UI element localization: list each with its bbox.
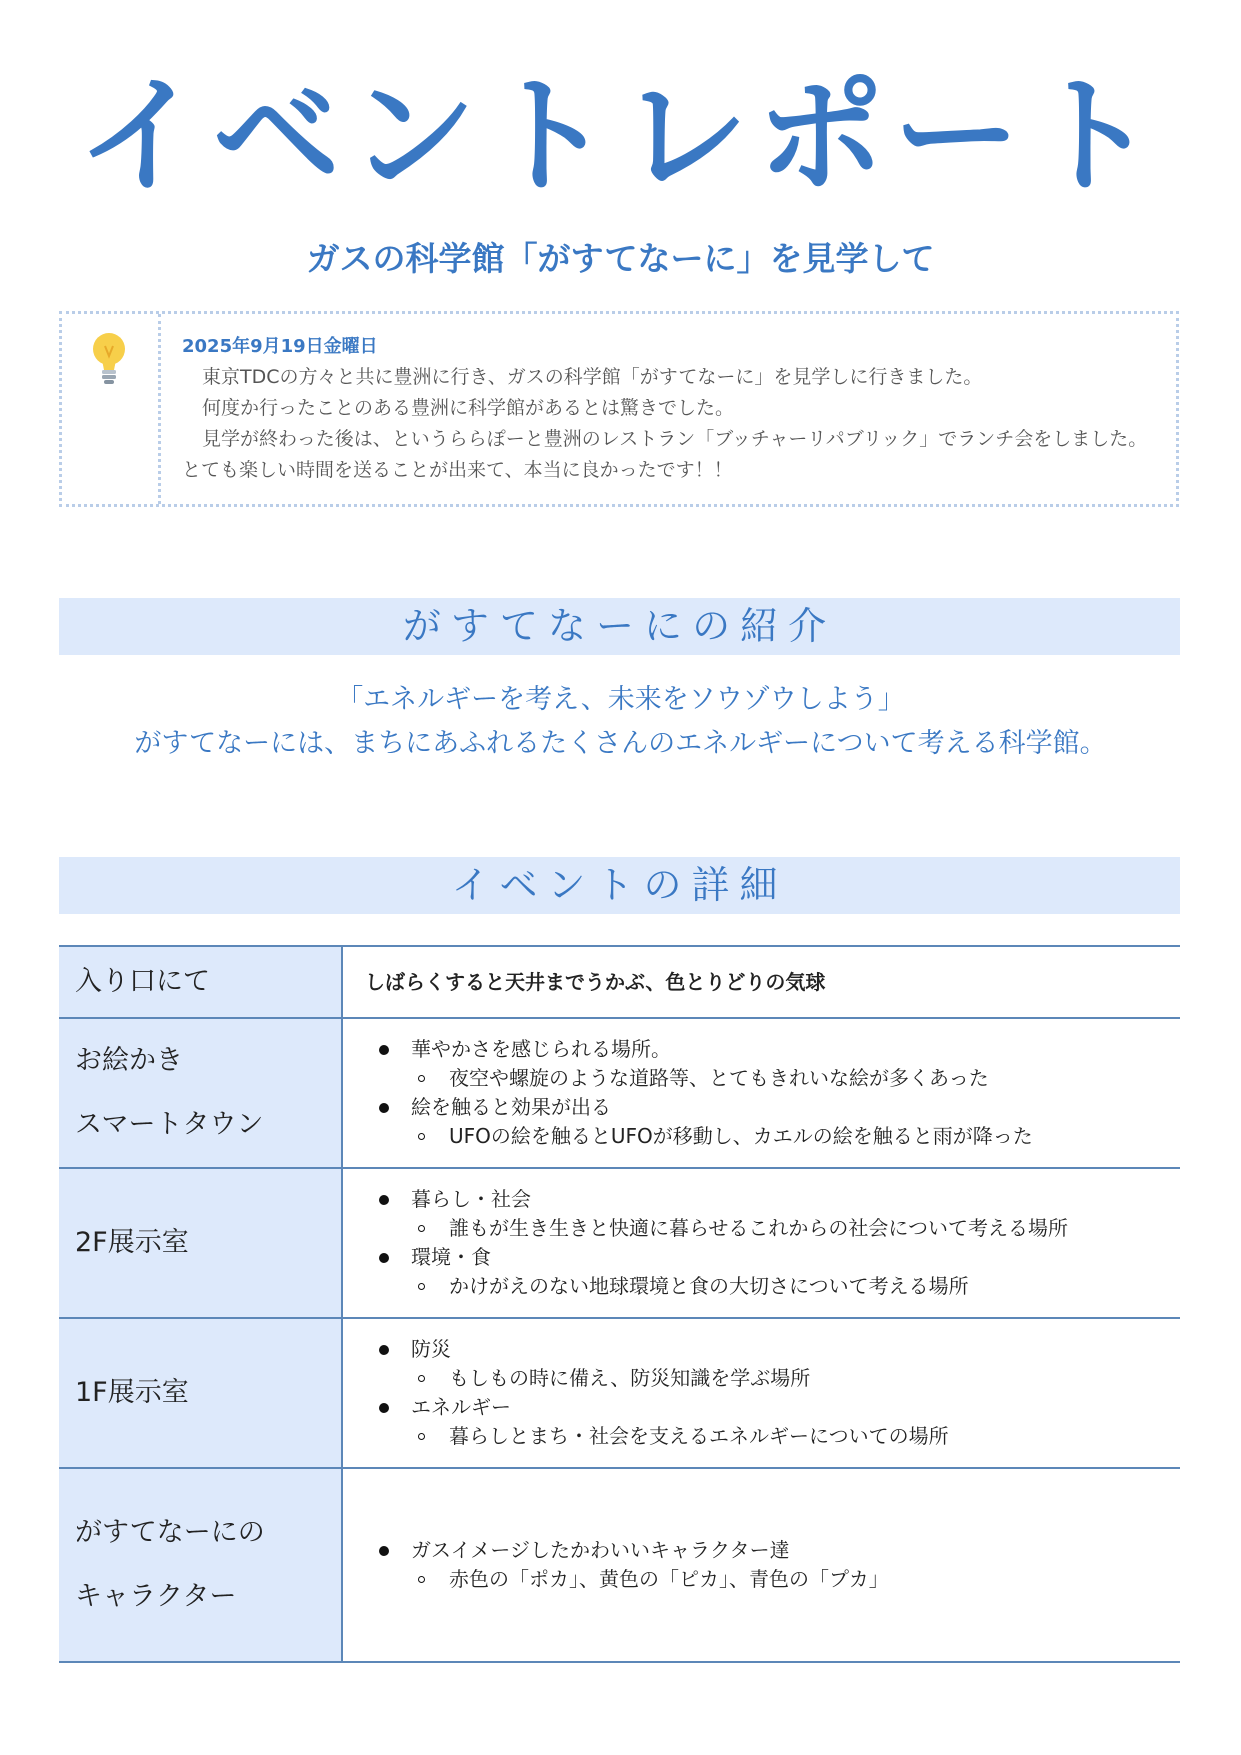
row-content [342,946,1180,1018]
bullet-list [365,1185,1180,1301]
table-row [59,946,1180,1018]
intro-text [182,332,1162,486]
sub-list-item: かけがえのない地球環境と食の大切さについて考える場所 [411,1272,1180,1301]
row-label-line: お絵かき [75,1045,183,1076]
lightbulb-icon [91,332,127,388]
list-item-text: 華やかさを感じられる場所。 [411,1037,671,1061]
row-content [342,1018,1180,1168]
section-heading-details: イベントの詳細 [59,857,1180,914]
row-content [342,1468,1180,1662]
row-label [59,946,342,1018]
table-row [59,1168,1180,1318]
table-row [59,1468,1180,1662]
intro-box [59,311,1179,507]
intro-icon-column [62,314,161,504]
row-label [59,1018,342,1168]
table-row [59,1318,1180,1468]
sub-list-item: 夜空や螺旋のような道路等、とてもきれいな絵が多くあった [411,1064,1180,1093]
list-item [365,1185,1180,1243]
museum-description [0,678,1241,766]
row-label-line: 入り口にて [75,966,210,997]
row-content [342,1168,1180,1318]
list-item [365,1335,1180,1393]
sub-bullet-list [411,1422,1180,1451]
intro-paragraph: 東京TDCの方々と共に豊洲に行き、ガスの科学館「がすてなーに」を見学しに行きました。 [202,366,983,388]
bullet-list [365,1536,1180,1594]
museum-slogan: 「エネルギーを考え、未来をソウゾウしよう」 [336,684,905,715]
section-heading-intro: がすてなーにの紹介 [59,598,1180,655]
sub-list-item: UFOの絵を触るとUFOが移動し、カエルの絵を触ると雨が降った [411,1122,1180,1151]
list-item-text: 暮らし・社会 [411,1187,531,1211]
list-item-text: 絵を触ると効果が出る [411,1095,611,1119]
bullet-list [365,1035,1180,1151]
page-title: イベントレポート [76,62,1165,211]
row-label-line: がすてなーにの [75,1517,265,1548]
row-label-line: 1F展示室 [75,1377,189,1408]
list-item [365,1093,1180,1151]
page-subtitle: ガスの科学館「がすてなーに」を見学して [306,239,935,278]
sub-bullet-list [411,1364,1180,1393]
list-item [365,1393,1180,1451]
bullet-list [365,1335,1180,1451]
list-item [365,1243,1180,1301]
sub-list-item: もしもの時に備え、防災知識を学ぶ場所 [411,1364,1180,1393]
list-item-text: 防災 [411,1337,451,1361]
row-label-line: 2F展示室 [75,1227,189,1258]
list-item [365,1035,1180,1093]
row-text: しばらくすると天井までうかぶ、色とりどりの気球 [365,969,826,994]
list-item-text: エネルギー [411,1395,511,1419]
row-label-line: キャラクター [75,1581,237,1612]
row-content [342,1318,1180,1468]
event-date: 2025年9月19日金曜日 [182,336,378,357]
list-item-text: ガスイメージしたかわいいキャラクター達 [411,1538,790,1562]
sub-bullet-list [411,1272,1180,1301]
row-label [59,1168,342,1318]
sub-bullet-list [411,1565,1180,1594]
sub-bullet-list [411,1214,1180,1243]
table-row [59,1018,1180,1168]
row-label [59,1468,342,1662]
row-label [59,1318,342,1468]
sub-list-item: 赤色の「ポカ」、黄色の「ピカ」、青色の「プカ」 [411,1565,1180,1594]
row-label-line: スマートタウン [75,1109,264,1140]
sub-bullet-list [411,1064,1180,1093]
event-details-table [59,945,1180,1663]
museum-summary: がすてなーには、まちにあふれるたくさんのエネルギーについて考える科学館。 [134,728,1107,759]
intro-paragraph: 見学が終わった後は、というららぽーと豊洲のレストラン「ブッチャーリパブリック」でランチ会をしました。とても楽しい時間を送ることが出来て、本当に良かったです！！ [182,428,1148,481]
list-item [365,1536,1180,1594]
intro-paragraph: 何度か行ったことのある豊洲に科学館があるとは驚きでした。 [202,397,735,419]
sub-list-item: 暮らしとまち・社会を支えるエネルギーについての場所 [411,1422,1180,1451]
sub-list-item: 誰もが生き生きと快適に暮らせるこれからの社会について考える場所 [411,1214,1180,1243]
list-item-text: 環境・食 [411,1245,491,1269]
sub-bullet-list [411,1122,1180,1151]
